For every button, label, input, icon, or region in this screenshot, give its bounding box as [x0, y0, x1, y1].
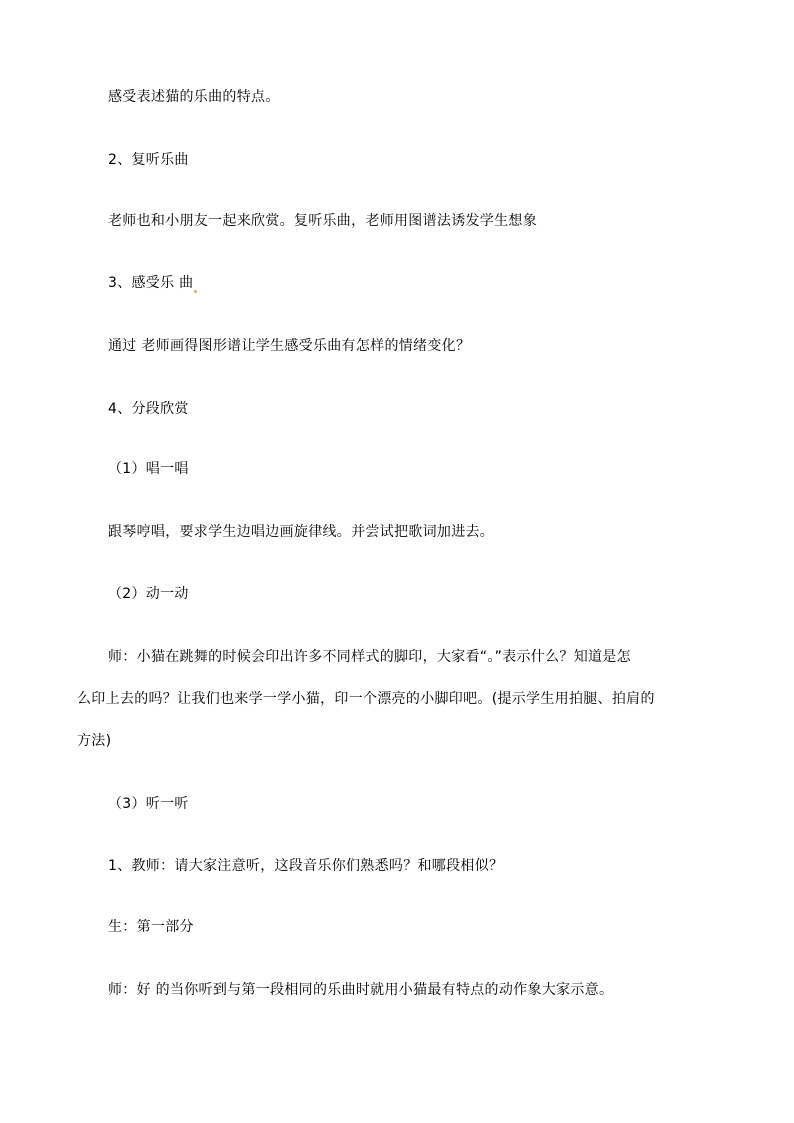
- sub-heading-3: （3）听一听: [108, 796, 189, 812]
- sub-heading-1: （1）唱一唱: [108, 461, 189, 477]
- text-line: 跟琴哼唱，要求学生边唱边画旋律线。并尝试把歌词加进去。: [108, 524, 495, 540]
- sub-heading-2: （2）动一动: [108, 586, 189, 602]
- paragraph-line: 方法): [77, 733, 112, 749]
- paragraph-line: 么印上去的吗？让我们也来学一学小猫，印一个漂亮的小脚印吧。(提示学生用拍腿、拍肩的: [77, 691, 655, 707]
- text-line: 1、教师：请大家注意听，这段音乐你们熟悉吗？和哪段相似？: [108, 858, 504, 874]
- edit-mark-icon: [194, 290, 197, 293]
- text-line: 通过 老师画得图形谱让学生感受乐曲有怎样的情绪变化？: [108, 338, 471, 354]
- section-heading-2: 2、复听乐曲: [108, 152, 189, 168]
- section-heading-3: [108, 273, 197, 293]
- text-line: 感受表述猫的乐曲的特点。: [108, 89, 280, 105]
- text-line: 师：好 的当你听到与第一段相同的乐曲时就用小猫最有特点的动作象大家示意。: [108, 982, 614, 998]
- heading-text: 3、感受乐 曲: [108, 275, 194, 291]
- text-line: 老师也和小朋友一起来欣赏。复听乐曲，老师用图谱法诱发学生想象: [108, 213, 537, 229]
- text-line: 生：第一部分: [108, 919, 194, 935]
- paragraph-line: 师：小猫在跳舞的时候会印出许多不同样式的脚印，大家看“。”表示什么？知道是怎: [108, 649, 631, 665]
- section-heading-4: 4、分段欣赏: [108, 401, 189, 417]
